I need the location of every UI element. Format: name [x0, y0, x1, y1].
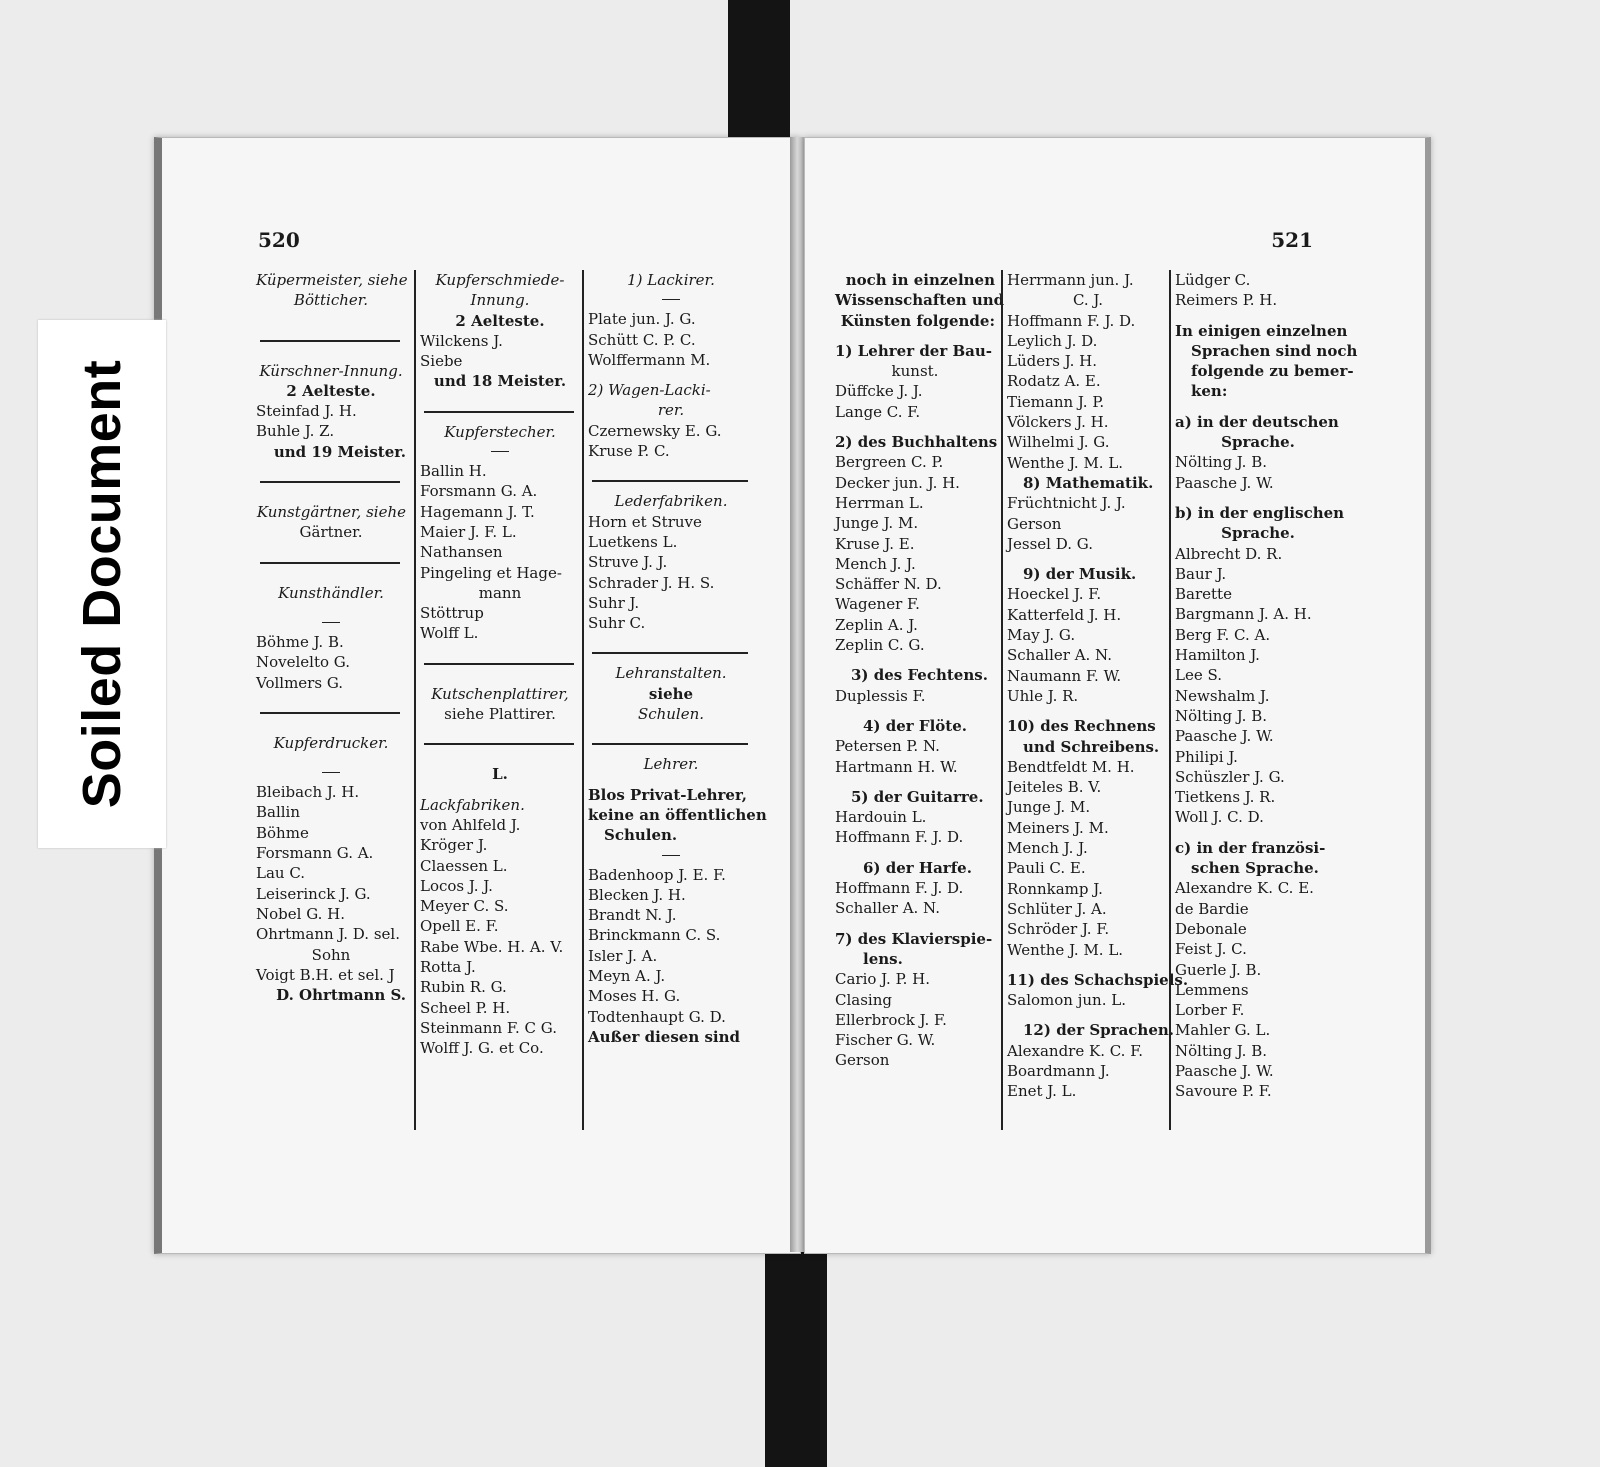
text-line: Herrmann jun. J. — [1007, 271, 1134, 289]
text-line: Früchtnicht J. J. — [1007, 494, 1126, 513]
text-line: Rodatz A. E. — [1007, 372, 1101, 391]
text-line: Ballin — [256, 803, 301, 822]
text-line: Berg F. C. A. — [1175, 625, 1271, 644]
text-line: Ohrtmann J. D. sel. — [256, 925, 400, 944]
text-line: Wagener F. — [835, 595, 920, 614]
text-line: Böhme J. B. — [256, 632, 344, 651]
dash-separator — [662, 299, 680, 300]
text-line: Wolffermann M. — [588, 350, 711, 369]
spacer — [420, 644, 580, 654]
binding-strap-top — [728, 0, 790, 140]
text-line: Junge J. M. — [835, 514, 919, 533]
text-line: Zeplin C. G. — [835, 636, 925, 655]
spacer — [256, 603, 406, 613]
text-line: Tiemann J. P. — [1007, 392, 1105, 411]
dash-separator — [322, 622, 340, 623]
spacer — [1175, 828, 1341, 838]
text-line: Pauli C. E. — [1007, 859, 1086, 878]
text-line: Barette — [1175, 585, 1232, 604]
text-line: Hoffmann F. J. D. — [835, 879, 964, 898]
text-line: May J. G. — [1007, 626, 1076, 645]
spacer — [420, 754, 580, 764]
text-line: Meiners J. M. — [1007, 818, 1109, 837]
text-line: Hoffmann F. J. D. — [1007, 311, 1136, 330]
text-line: Lüdger C. — [1175, 271, 1251, 289]
text-line: Sprache. — [1221, 433, 1295, 452]
text-line: 1) Lehrer der Bau- — [835, 341, 993, 360]
text-line: Böhme — [256, 823, 309, 842]
text-line: Bergreen C. P. — [835, 453, 944, 472]
text-line: Lüders J. H. — [1007, 352, 1097, 371]
spacer — [256, 573, 406, 583]
spacer — [256, 543, 406, 553]
text-line: Völckers J. H. — [1007, 413, 1109, 432]
left-col-3 — [582, 270, 767, 1130]
text-line: und 18 Meister. — [433, 372, 567, 391]
spacer — [835, 706, 995, 716]
text-line: Locos J. J. — [420, 876, 493, 895]
text-line: C. J. — [1072, 291, 1104, 310]
spacer — [256, 693, 406, 703]
right-col-1 — [835, 270, 1005, 1130]
text-line: 2) des Buchhaltens — [835, 433, 998, 452]
text-line: Blos Privat-Lehrer, — [588, 785, 747, 804]
spacer — [835, 777, 995, 787]
text-line: von Ahlfeld J. — [420, 815, 521, 834]
text-line: Hoffmann F. J. D. — [835, 828, 964, 847]
text-line: Schröder J. F. — [1007, 920, 1110, 939]
text-line: Salomon jun. L. — [1007, 991, 1126, 1010]
spacer — [1175, 311, 1341, 321]
text-line: 1) Lackirer. — [627, 271, 715, 289]
text-line: Künsten folgende: — [840, 311, 995, 330]
text-line: Naumann F. W. — [1007, 666, 1122, 685]
text-line: mann — [478, 583, 522, 602]
spacer — [420, 724, 580, 734]
text-line: Jessel D. G. — [1007, 534, 1093, 553]
text-line: Kruse P. C. — [588, 442, 670, 461]
text-line: Nölting J. B. — [1175, 453, 1267, 472]
text-line: 2 Aelteste. — [286, 381, 376, 400]
text-line: Opell E. F. — [420, 917, 499, 936]
text-line: Mahler G. L. — [1175, 1021, 1271, 1040]
text-line: Novelelto G. — [256, 653, 351, 672]
text-line: Schulen. — [637, 705, 705, 724]
text-line: Brandt N. J. — [588, 906, 677, 925]
spacer — [256, 351, 406, 361]
text-line: Nobel G. H. — [256, 904, 346, 923]
text-line: schen Sprache. — [1191, 859, 1319, 878]
text-line: rer. — [657, 401, 685, 420]
text-line: Wenthe J. M. L. — [1007, 453, 1124, 472]
spacer — [588, 724, 754, 734]
text-line: Lehranstalten. — [615, 664, 727, 683]
text-line: Woll J. C. D. — [1175, 808, 1264, 827]
text-line: keine an öffentlichen — [588, 805, 767, 824]
text-line: Alexandre K. C. E. — [1175, 879, 1314, 898]
text-line: Kutschenplattirer, — [431, 684, 569, 703]
text-line: Lorber F. — [1175, 1001, 1245, 1020]
text-line: Brinckmann C. S. — [588, 926, 721, 945]
text-line: Düffcke J. J. — [835, 382, 923, 401]
text-line: 10) des Rechnens — [1007, 717, 1156, 736]
dash-separator — [491, 451, 509, 452]
spacer — [835, 331, 995, 341]
text-line: Pingeling et Hage- — [420, 563, 562, 582]
text-line: Paasche J. W. — [1175, 727, 1274, 746]
text-line: Claessen L. — [420, 856, 508, 875]
text-line: Maier J. F. L. — [420, 522, 517, 541]
spacer — [835, 848, 995, 858]
text-line: siehe — [648, 684, 694, 703]
spacer — [256, 311, 406, 331]
text-line: Bleibach J. H. — [256, 783, 360, 802]
text-line: 4) der Flöte. — [863, 716, 967, 735]
section-rule — [592, 652, 748, 654]
section-rule — [592, 743, 748, 745]
text-line: Cario J. P. H. — [835, 970, 931, 989]
spacer — [835, 919, 995, 929]
text-line: Siebe — [420, 352, 463, 371]
text-line: Meyer C. S. — [420, 897, 509, 916]
text-line: In einigen einzelnen — [1175, 321, 1348, 340]
text-line: Hamilton J. — [1175, 646, 1260, 665]
text-line: Außer diesen sind — [588, 1027, 740, 1046]
label-text: Soiled Document — [72, 359, 132, 809]
section-rule — [260, 562, 400, 564]
text-line: Newshalm J. — [1175, 686, 1270, 705]
text-line: Bargmann J. A. H. — [1175, 605, 1312, 624]
section-rule — [424, 411, 574, 413]
text-line: Czernewsky E. G. — [588, 421, 722, 440]
text-line: Paasche J. W. — [1175, 1061, 1274, 1080]
text-line: Schäffer N. D. — [835, 575, 942, 594]
text-line: folgende zu bemer- — [1191, 362, 1354, 381]
spacer — [835, 655, 995, 665]
text-line: 8) Mathematik. — [1023, 473, 1154, 492]
text-line: Vollmers G. — [256, 673, 344, 692]
section-rule — [260, 340, 400, 342]
right-page — [804, 137, 1431, 1254]
text-line: Ronnkamp J. — [1007, 879, 1103, 898]
text-line: Kupferdrucker. — [273, 733, 389, 752]
text-line: Plate jun. J. G. — [588, 310, 696, 329]
text-line: 12) der Sprachen. — [1023, 1021, 1175, 1040]
text-line: Schlüter J. A. — [1007, 899, 1107, 918]
text-line: Suhr J. — [588, 593, 640, 612]
text-line: Voigt B.H. et sel. J — [256, 965, 395, 984]
text-line: 9) der Musik. — [1023, 565, 1137, 584]
text-line: Kürschner-Innung. — [259, 361, 403, 380]
text-line: Bendtfeldt M. H. — [1007, 757, 1135, 776]
text-line: 2) Wagen-Lacki- — [588, 381, 711, 400]
dash-separator — [322, 772, 340, 773]
text-line: Sprachen sind noch — [1191, 341, 1358, 360]
spacer — [1175, 493, 1341, 503]
text-line: Baur J. — [1175, 564, 1227, 583]
text-line: Wolff L. — [420, 624, 479, 643]
spacer — [420, 785, 580, 795]
text-line: Lee S. — [1175, 666, 1222, 685]
text-line: Kunsthändler. — [278, 583, 384, 602]
text-line: Leylich J. D. — [1007, 331, 1098, 350]
text-line: Nathansen — [420, 543, 503, 562]
text-line: Kunstgärtner, siehe — [256, 503, 406, 522]
spacer — [588, 775, 754, 785]
section-rule — [260, 712, 400, 714]
text-line: 5) der Guitarre. — [851, 787, 984, 806]
binding-strap-bottom — [765, 1245, 827, 1467]
text-line: Philipi J. — [1175, 747, 1238, 766]
spacer — [256, 462, 406, 472]
text-line: Küpermeister, siehe — [256, 271, 408, 289]
text-line: ken: — [1191, 382, 1228, 401]
text-line: 7) des Klavierspie- — [835, 929, 993, 948]
text-line: Scheel P. H. — [420, 998, 511, 1017]
spacer — [588, 370, 754, 380]
text-line: Schaller A. N. — [1007, 646, 1112, 665]
right-col-2 — [1001, 270, 1189, 1130]
text-line: Alexandre K. C. F. — [1007, 1041, 1144, 1060]
text-line: Boardmann J. — [1007, 1061, 1110, 1080]
right-col-3 — [1169, 270, 1358, 1130]
text-line: Innung. — [470, 291, 530, 310]
text-line: Wilckens J. — [420, 331, 503, 350]
text-line: Meyn A. J. — [588, 967, 666, 986]
text-line: Feist J. C. — [1175, 940, 1247, 959]
text-line: Wolff J. G. et Co. — [420, 1039, 544, 1058]
text-line: Badenhoop J. E. F. — [588, 865, 726, 884]
text-line: Schüszler J. G. — [1175, 767, 1285, 786]
spacer — [588, 633, 754, 643]
page-number-right: 521 — [1271, 228, 1313, 252]
text-line: und Schreibens. — [1023, 737, 1160, 756]
section-rule — [424, 663, 574, 665]
text-line: Gerson — [835, 1051, 890, 1070]
left-page — [154, 137, 801, 1254]
text-line: Buhle J. Z. — [256, 422, 335, 441]
text-line: de Bardie — [1175, 899, 1249, 918]
section-rule — [260, 481, 400, 483]
text-line: Ellerbrock J. F. — [835, 1010, 947, 1029]
text-line: b) in der englischen — [1175, 503, 1345, 522]
spacer — [1007, 960, 1169, 970]
text-line: Guerle J. B. — [1175, 960, 1262, 979]
text-line: Lau C. — [256, 864, 306, 883]
text-line: Lehrer. — [643, 755, 699, 774]
text-line: Suhr C. — [588, 614, 646, 633]
text-line: Steinmann F. C G. — [420, 1018, 557, 1037]
text-line: Lackfabriken. — [420, 795, 525, 814]
text-line: Schaller A. N. — [835, 899, 940, 918]
text-line: Wenthe J. M. L. — [1007, 940, 1124, 959]
text-line: c) in der französi- — [1175, 838, 1326, 857]
text-line: 3) des Fechtens. — [851, 666, 988, 685]
soiled-document-label — [38, 320, 166, 848]
text-line: 11) des Schachspiels. — [1007, 970, 1189, 989]
text-line: Reimers P. H. — [1175, 291, 1278, 310]
text-line: Petersen P. N. — [835, 737, 940, 756]
text-line: Paasche J. W. — [1175, 473, 1274, 492]
text-line: Kupferschmiede- — [435, 271, 565, 289]
text-line: Jeiteles B. V. — [1007, 778, 1102, 797]
text-line: Rubin R. G. — [420, 978, 507, 997]
text-line: Kupferstecher. — [444, 422, 556, 441]
text-line: Gärtner. — [299, 523, 363, 542]
text-line: siehe Plattirer. — [444, 705, 556, 724]
text-line: Ballin H. — [420, 462, 487, 481]
text-line: kunst. — [891, 362, 939, 381]
spacer — [1175, 402, 1341, 412]
text-line: Sohn — [311, 945, 351, 964]
text-line: Hoeckel J. F. — [1007, 585, 1102, 604]
left-col-2 — [414, 270, 580, 1130]
text-line: Fischer G. W. — [835, 1031, 936, 1050]
text-line: Lange C. F. — [835, 402, 921, 421]
text-line: Rabe Wbe. H. A. V. — [420, 937, 564, 956]
text-line: Horn et Struve — [588, 512, 702, 531]
text-line: Todtenhaupt G. D. — [588, 1007, 726, 1026]
text-line: L. — [492, 765, 508, 784]
spacer — [256, 492, 406, 502]
text-line: Struve J. J. — [588, 553, 668, 572]
text-line: Isler J. A. — [588, 946, 658, 965]
text-line: Forsmann G. A. — [256, 844, 374, 863]
text-line: Hagemann J. T. — [420, 502, 535, 521]
left-col-1 — [256, 270, 406, 1130]
spacer — [1007, 1010, 1169, 1020]
text-line: Tietkens J. R. — [1175, 788, 1276, 807]
page-number-left: 520 — [258, 228, 300, 252]
text-line: Stöttrup — [420, 604, 484, 623]
text-line: Gerson — [1007, 514, 1062, 533]
text-line: Mench J. J. — [835, 554, 916, 573]
spacer — [588, 461, 754, 471]
text-line: Blecken J. H. — [588, 885, 686, 904]
text-line: Albrecht D. R. — [1175, 544, 1283, 563]
text-line: Lederfabriken. — [614, 492, 728, 511]
text-line: und 19 Meister. — [273, 442, 406, 461]
text-line: Sprache. — [1221, 524, 1295, 543]
section-rule — [424, 743, 574, 745]
text-line: Schulen. — [604, 826, 678, 845]
text-line: Nölting J. B. — [1175, 1041, 1267, 1060]
text-line: Nölting J. B. — [1175, 706, 1267, 725]
spacer — [1007, 554, 1169, 564]
spacer — [256, 723, 406, 733]
text-line: lens. — [863, 949, 903, 968]
text-line: Kröger J. — [420, 836, 488, 855]
text-line: Lemmens — [1175, 980, 1249, 999]
text-line: Duplessis F. — [835, 686, 926, 705]
text-line: D. Ohrtmann S. — [276, 986, 406, 1005]
text-line: Schrader J. H. S. — [588, 573, 715, 592]
dash-separator — [662, 855, 680, 856]
text-line: a) in der deutschen — [1175, 412, 1339, 431]
text-line: Hardouin L. — [835, 808, 927, 827]
text-line: Bötticher. — [293, 291, 369, 310]
text-line: noch in einzelnen — [845, 271, 995, 289]
text-line: Katterfeld J. H. — [1007, 605, 1122, 624]
text-line: Savoure P. F. — [1175, 1082, 1272, 1101]
text-line: Rotta J. — [420, 958, 476, 977]
spacer — [1007, 706, 1169, 716]
text-line: Steinfad J. H. — [256, 402, 357, 421]
text-line: Zeplin A. J. — [835, 615, 918, 634]
text-line: Enet J. L. — [1007, 1082, 1077, 1101]
text-line: Clasing — [835, 990, 892, 1009]
text-line: Kruse J. E. — [835, 534, 915, 553]
text-line: Hartmann H. W. — [835, 757, 958, 776]
text-line: Schütt C. P. C. — [588, 330, 696, 349]
text-line: Forsmann G. A. — [420, 482, 538, 501]
spacer — [256, 753, 406, 763]
text-line: Decker jun. J. H. — [835, 473, 960, 492]
section-rule — [592, 480, 748, 482]
text-line: Luetkens L. — [588, 532, 678, 551]
spacer — [420, 392, 580, 402]
text-line: Herrman L. — [835, 493, 924, 512]
text-line: Debonale — [1175, 919, 1247, 938]
text-line: Wissenschaften und — [835, 291, 1005, 310]
text-line: 6) der Harfe. — [863, 858, 972, 877]
text-line: Moses H. G. — [588, 987, 681, 1006]
text-line: Junge J. M. — [1007, 798, 1091, 817]
text-line: Uhle J. R. — [1007, 686, 1079, 705]
text-line: Leiserinck J. G. — [256, 884, 371, 903]
text-line: 2 Aelteste. — [455, 311, 545, 330]
text-line: Mench J. J. — [1007, 839, 1088, 858]
spacer — [420, 674, 580, 684]
text-line: Wilhelmi J. G. — [1007, 433, 1110, 452]
spacer — [835, 422, 995, 432]
